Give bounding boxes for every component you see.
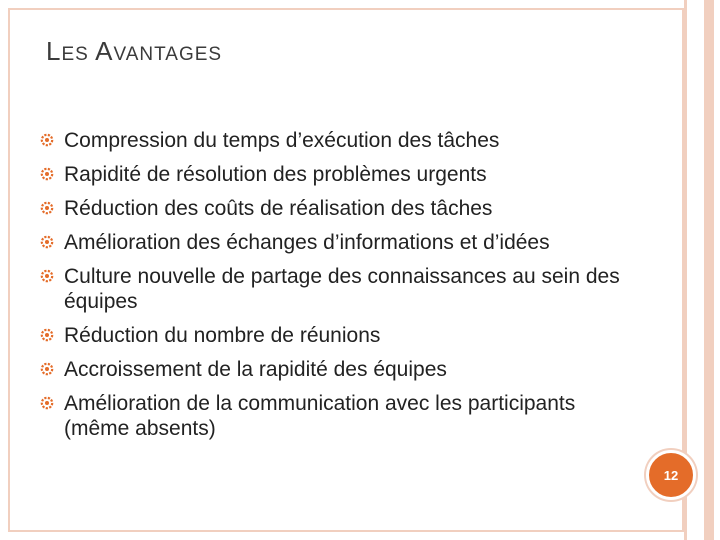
list-item bbox=[40, 196, 640, 221]
gear-bullet-icon bbox=[40, 396, 54, 410]
gear-bullet-icon bbox=[40, 201, 54, 215]
list-item bbox=[40, 162, 640, 187]
slide-title bbox=[46, 36, 222, 67]
title-rest-2: VANTAGES bbox=[113, 44, 223, 65]
list-item bbox=[40, 230, 640, 255]
page-number-badge bbox=[646, 450, 696, 500]
bullet-text: Amélioration de la communication avec les participants (même absents) bbox=[64, 392, 576, 440]
bullet-text: Amélioration des échanges d’informations et d’idées bbox=[64, 231, 550, 254]
list-item bbox=[40, 323, 640, 348]
bullet-list bbox=[40, 128, 640, 450]
list-item bbox=[40, 357, 640, 382]
gear-bullet-icon bbox=[40, 133, 54, 147]
gear-bullet-icon bbox=[40, 362, 54, 376]
gear-bullet-icon bbox=[40, 328, 54, 342]
gear-bullet-icon bbox=[40, 235, 54, 249]
bullet-text: Réduction du nombre de réunions bbox=[64, 324, 381, 347]
gear-bullet-icon bbox=[40, 269, 54, 283]
bullet-text: Compression du temps d’exécution des tâches bbox=[64, 129, 500, 152]
side-band-inner bbox=[704, 0, 714, 540]
bullet-text: Culture nouvelle de partage des connaissances au sein des équipes bbox=[64, 265, 620, 313]
bullet-text: Accroissement de la rapidité des équipes bbox=[64, 358, 447, 381]
title-rest-1: ES bbox=[61, 44, 96, 65]
gear-bullet-icon bbox=[40, 167, 54, 181]
bullet-text: Rapidité de résolution des problèmes urgents bbox=[64, 163, 487, 186]
list-item bbox=[40, 391, 640, 441]
page-number: 12 bbox=[663, 467, 679, 483]
title-initial-1: L bbox=[46, 36, 62, 66]
title-initial-2: A bbox=[95, 36, 114, 66]
bullet-text: Réduction des coûts de réalisation des tâches bbox=[64, 197, 493, 220]
list-item bbox=[40, 264, 640, 314]
list-item bbox=[40, 128, 640, 153]
